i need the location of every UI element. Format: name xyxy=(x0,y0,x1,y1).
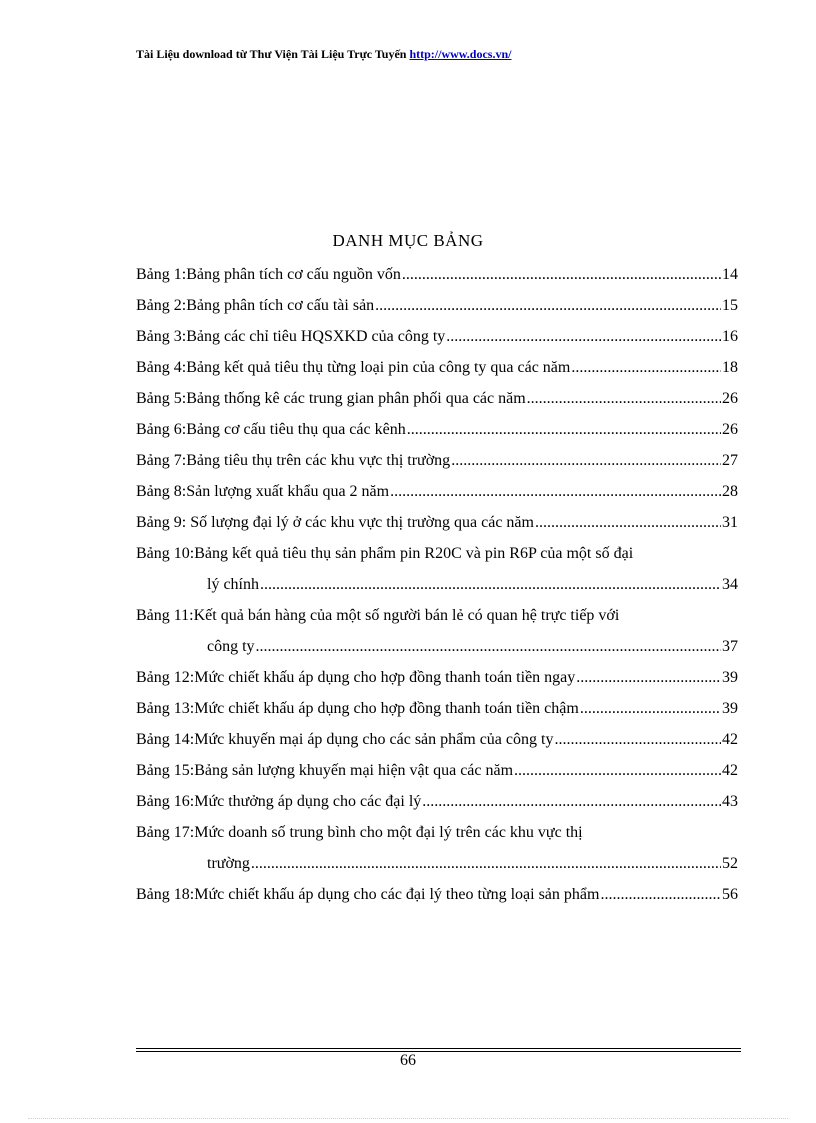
toc-entry-label: Bảng 3:Bảng các chỉ tiêu HQSXKD của công ty xyxy=(136,328,446,345)
toc-entry[interactable] xyxy=(136,693,738,724)
toc-entry[interactable] xyxy=(136,507,738,538)
toc-page-number: 52 xyxy=(722,855,738,872)
toc-page-number: 26 xyxy=(722,421,738,438)
header-link[interactable]: http://www.docs.vn/ xyxy=(409,47,512,61)
dot-leader xyxy=(446,321,721,352)
page-header xyxy=(136,47,512,62)
dot-leader xyxy=(251,848,721,879)
toc-entry[interactable] xyxy=(136,476,738,507)
dot-leader xyxy=(402,259,721,290)
footer-rule-top xyxy=(136,1048,741,1049)
toc-page-number: 56 xyxy=(722,886,738,903)
toc-entry-label-continued: lý chính xyxy=(207,576,259,593)
toc-page-number: 39 xyxy=(722,669,738,686)
toc-entry-label: Bảng 5:Bảng thống kê các trung gian phân phối qua các năm xyxy=(136,390,526,407)
dot-leader xyxy=(422,786,721,817)
toc-entry[interactable] xyxy=(136,786,738,817)
toc-entry-label-continued: trường xyxy=(207,855,250,872)
toc-page-number: 28 xyxy=(722,483,738,500)
page-bottom-border xyxy=(28,1118,788,1119)
toc-page-number: 14 xyxy=(722,266,738,283)
toc-entry-label: Bảng 2:Bảng phân tích cơ cấu tài sản xyxy=(136,297,375,314)
dot-leader xyxy=(375,290,721,321)
dot-leader xyxy=(407,414,721,445)
toc-entry[interactable] xyxy=(136,817,738,848)
toc-entry[interactable] xyxy=(136,290,738,321)
dot-leader xyxy=(514,755,721,786)
toc-page-number: 42 xyxy=(722,731,738,748)
toc-entry-continuation[interactable] xyxy=(136,631,738,662)
toc-entry[interactable] xyxy=(136,321,738,352)
toc-entry-continuation[interactable] xyxy=(136,848,738,879)
toc-page-number: 26 xyxy=(722,390,738,407)
toc-entry[interactable] xyxy=(136,445,738,476)
dot-leader xyxy=(260,569,721,600)
dot-leader xyxy=(535,507,721,538)
toc-entry-label: Bảng 17:Mức doanh số trung bình cho một đại lý trên các khu vực thị xyxy=(136,824,583,841)
toc-entry-label: Bảng 1:Bảng phân tích cơ cấu nguồn vốn xyxy=(136,266,401,283)
page-number: 66 xyxy=(400,1052,416,1069)
toc-page-number: 16 xyxy=(722,328,738,345)
dot-leader xyxy=(554,724,721,755)
dot-leader xyxy=(527,383,721,414)
toc-entry[interactable] xyxy=(136,600,738,631)
toc-page-number: 39 xyxy=(722,700,738,717)
toc-entry-label: Bảng 18:Mức chiết khấu áp dụng cho các đại lý theo từng loại sản phẩm xyxy=(136,886,600,903)
toc-entry-label-continued: công ty xyxy=(207,638,255,655)
toc-entry-label: Bảng 9: Số lượng đại lý ở các khu vực thị trường qua các năm xyxy=(136,514,534,531)
page-title: DANH MỤC BẢNG xyxy=(332,231,484,250)
dot-leader xyxy=(576,662,721,693)
toc-entry-label: Bảng 8:Sản lượng xuất khẩu qua 2 năm xyxy=(136,483,390,500)
toc-entry[interactable] xyxy=(136,383,738,414)
toc-entry-label: Bảng 13:Mức chiết khấu áp dụng cho hợp đồng thanh toán tiền chậm xyxy=(136,700,579,717)
toc-page-number: 43 xyxy=(722,793,738,810)
toc-entry-continuation[interactable] xyxy=(136,569,738,600)
toc-entry[interactable] xyxy=(136,259,738,290)
dot-leader xyxy=(600,879,721,910)
toc-entry-label: Bảng 15:Bảng sản lượng khuyến mại hiện vật qua các năm xyxy=(136,762,514,779)
header-text: Tài Liệu download từ Thư Viện Tài Liệu Trực Tuyến xyxy=(136,47,410,61)
dot-leader xyxy=(580,693,721,724)
toc-entry-label: Bảng 14:Mức khuyến mại áp dụng cho các sản phẩm của công ty xyxy=(136,731,554,748)
dot-leader xyxy=(451,445,721,476)
toc-entry-label: Bảng 16:Mức thưởng áp dụng cho các đại lý xyxy=(136,793,422,810)
toc-entry[interactable] xyxy=(136,352,738,383)
toc-page-number: 18 xyxy=(722,359,738,376)
toc-page-number: 37 xyxy=(722,638,738,655)
toc-entry[interactable] xyxy=(136,538,738,569)
toc-entry-label: Bảng 6:Bảng cơ cấu tiêu thụ qua các kênh xyxy=(136,421,406,438)
toc-entry[interactable] xyxy=(136,755,738,786)
toc-page-number: 15 xyxy=(722,297,738,314)
toc-entry-label: Bảng 11:Kết quả bán hàng của một số người bán lẻ có quan hệ trực tiếp với xyxy=(136,607,620,624)
dot-leader xyxy=(390,476,721,507)
toc-page-number: 42 xyxy=(722,762,738,779)
toc-entry-label: Bảng 12:Mức chiết khấu áp dụng cho hợp đồng thanh toán tiền ngay xyxy=(136,669,576,686)
toc-entry[interactable] xyxy=(136,724,738,755)
toc-entry[interactable] xyxy=(136,879,738,910)
toc-entry[interactable] xyxy=(136,662,738,693)
toc-page-number: 27 xyxy=(722,452,738,469)
dot-leader xyxy=(256,631,721,662)
toc-entry-label: Bảng 4:Bảng kết quả tiêu thụ từng loại pin của công ty qua các năm xyxy=(136,359,571,376)
dot-leader xyxy=(571,352,721,383)
toc-entry[interactable] xyxy=(136,414,738,445)
table-of-contents xyxy=(136,259,738,910)
toc-page-number: 31 xyxy=(722,514,738,531)
toc-entry-label: Bảng 7:Bảng tiêu thụ trên các khu vực thị trường xyxy=(136,452,451,469)
toc-page-number: 34 xyxy=(722,576,738,593)
toc-entry-label: Bảng 10:Bảng kết quả tiêu thụ sản phẩm pin R20C và pin R6P của một số đại xyxy=(136,545,634,562)
